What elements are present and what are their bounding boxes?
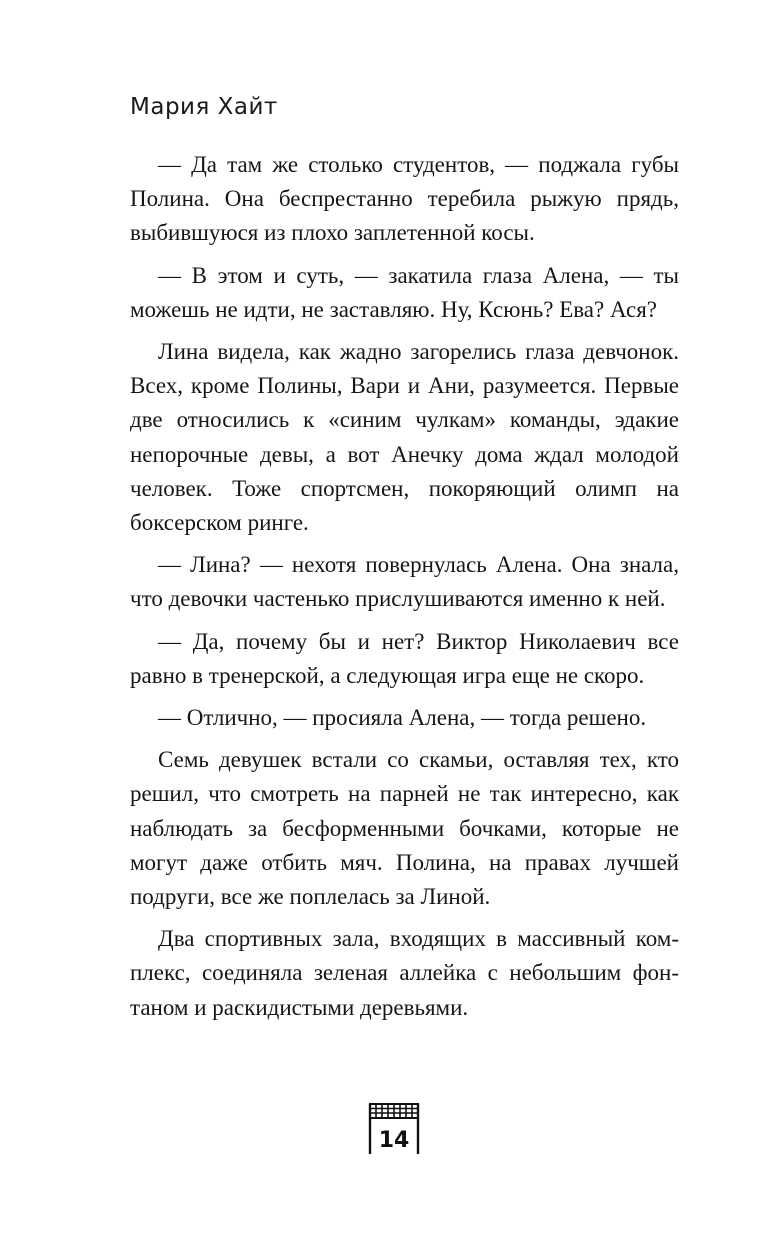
paragraph: Два спортивных зала, входящих в массивный комплекс, соединяла зеленая аллейка с небольшим фонтаном и раскидистыми деревьями. <box>130 926 679 1020</box>
body-text <box>130 148 679 1033</box>
page-number: 14 <box>378 1128 410 1153</box>
paragraph: — Отлично, — просияла Алена, — тогда решено. <box>158 705 647 731</box>
paragraph: — В этом и суть, — закатила глаза Алена, — ты можешь не идти, не заставляю. Ну, Ксюнь? Ева? Ася? <box>130 262 679 322</box>
paragraph: — Лина? — нехотя повернулась Алена. Она знала, что девочки частенько прислушиваются именно к ней. <box>130 552 679 612</box>
page-folio <box>368 1100 420 1156</box>
paragraph: Лина видела, как жадно загорелись глаза девчонок. Всех, кроме Полины, Вари и Ани, разумеется. Первые две относились к «синим чулкам» команды, эдакие непорочные девы, а вот Анечку дома ждал молодой человек. Тоже спортсмен, покоряющий олимп на боксерском ринге. <box>130 339 679 536</box>
running-head-author: Мария Хайт <box>130 94 278 120</box>
paragraph: Семь девушек встали со скамьи, оставляя тех, кто решил, что смотреть на парней не так интересно, как наблюдать за бесформенными бочками, которые не могут даже отбить мяч. Полина, на правах лучшей подруги, все же поплелась за Линой. <box>130 747 679 910</box>
paragraph: — Да там же столько студентов, — поджала губы Полина. Она беспрестанно теребила рыжую прядь, выбившуюся из плохо заплетенной косы. <box>130 152 679 246</box>
paragraph: — Да, почему бы и нет? Виктор Николаевич все равно в тренерской, а следующая игра еще не скоро. <box>130 628 679 688</box>
